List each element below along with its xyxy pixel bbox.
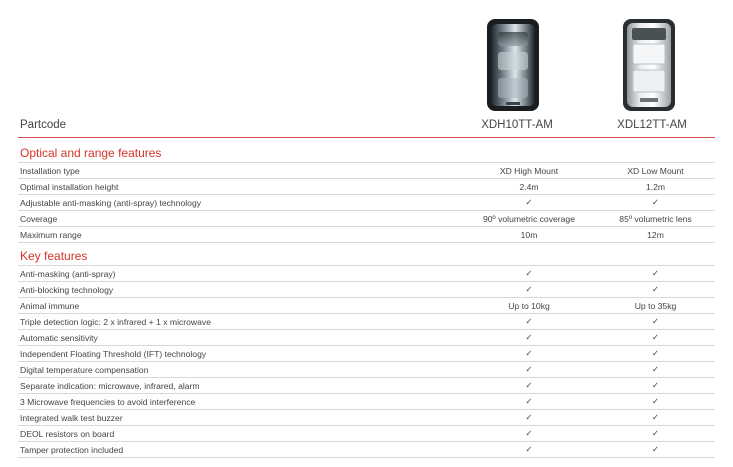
value-xdl12tt-am: ✓ bbox=[596, 442, 715, 458]
feature-name: Tamper protection included bbox=[18, 442, 462, 458]
value-xdl12tt-am: 12m bbox=[596, 227, 715, 243]
table-row bbox=[18, 211, 715, 227]
value-xdl12tt-am: ✓ bbox=[596, 426, 715, 442]
table-row bbox=[18, 410, 715, 426]
table-row bbox=[18, 195, 715, 211]
value-xdl12tt-am: ✓ bbox=[596, 362, 715, 378]
value-xdl12tt-am: ✓ bbox=[596, 346, 715, 362]
value-xdh10tt-am: 2.4m bbox=[462, 179, 596, 195]
feature-name: Independent Floating Threshold (IFT) technology bbox=[18, 346, 462, 362]
value-xdh10tt-am: XD High Mount bbox=[462, 163, 596, 179]
feature-name: 3 Microwave frequencies to avoid interference bbox=[18, 394, 462, 410]
table-row bbox=[18, 330, 715, 346]
value-xdl12tt-am: ✓ bbox=[596, 314, 715, 330]
feature-name: Optimal installation height bbox=[18, 179, 462, 195]
value-xdl12tt-am: 85º volumetric lens bbox=[596, 211, 715, 227]
table-row bbox=[18, 442, 715, 458]
partcode-header bbox=[18, 119, 715, 137]
value-xdh10tt-am: ✓ bbox=[462, 426, 596, 442]
optical-features-table bbox=[18, 162, 715, 243]
value-xdh10tt-am: ✓ bbox=[462, 362, 596, 378]
feature-name: Triple detection logic: 2 x infrared + 1 x microwave bbox=[18, 314, 462, 330]
section-title-key-features: Key features bbox=[20, 249, 88, 263]
value-xdh10tt-am: 90º volumetric coverage bbox=[462, 211, 596, 227]
value-xdl12tt-am: ✓ bbox=[596, 394, 715, 410]
value-xdh10tt-am: ✓ bbox=[462, 394, 596, 410]
header-divider bbox=[18, 137, 715, 138]
value-xdl12tt-am: ✓ bbox=[596, 378, 715, 394]
partcode-label: Partcode bbox=[20, 119, 67, 131]
feature-name: Coverage bbox=[18, 211, 462, 227]
table-row bbox=[18, 426, 715, 442]
value-xdl12tt-am: ✓ bbox=[596, 410, 715, 426]
value-xdh10tt-am: ✓ bbox=[462, 195, 596, 211]
feature-name: Anti-blocking technology bbox=[18, 282, 462, 298]
value-xdh10tt-am: ✓ bbox=[462, 266, 596, 282]
table-row bbox=[18, 179, 715, 195]
value-xdh10tt-am: ✓ bbox=[462, 346, 596, 362]
product-code-1: XDH10TT-AM bbox=[481, 119, 553, 131]
table-row bbox=[18, 163, 715, 179]
value-xdh10tt-am: 10m bbox=[462, 227, 596, 243]
value-xdl12tt-am: ✓ bbox=[596, 330, 715, 346]
value-xdh10tt-am: ✓ bbox=[462, 282, 596, 298]
table-row bbox=[18, 227, 715, 243]
value-xdl12tt-am: Up to 35kg bbox=[596, 298, 715, 314]
product-code-2: XDL12TT-AM bbox=[617, 119, 687, 131]
table-row bbox=[18, 378, 715, 394]
feature-name: Automatic sensitivity bbox=[18, 330, 462, 346]
feature-name: DEOL resistors on board bbox=[18, 426, 462, 442]
table-row bbox=[18, 298, 715, 314]
value-xdh10tt-am: ✓ bbox=[462, 410, 596, 426]
key-features-table bbox=[18, 265, 715, 458]
xdl12tt-am-detector-image bbox=[622, 18, 676, 112]
feature-name: Anti-masking (anti-spray) bbox=[18, 266, 462, 282]
feature-name: Digital temperature compensation bbox=[18, 362, 462, 378]
table-row bbox=[18, 362, 715, 378]
value-xdl12tt-am: 1.2m bbox=[596, 179, 715, 195]
feature-name: Installation type bbox=[18, 163, 462, 179]
value-xdl12tt-am: ✓ bbox=[596, 282, 715, 298]
feature-name: Adjustable anti-masking (anti-spray) technology bbox=[18, 195, 462, 211]
value-xdh10tt-am: Up to 10kg bbox=[462, 298, 596, 314]
value-xdh10tt-am: ✓ bbox=[462, 442, 596, 458]
value-xdl12tt-am: ✓ bbox=[596, 195, 715, 211]
value-xdl12tt-am: ✓ bbox=[596, 266, 715, 282]
feature-name: Animal immune bbox=[18, 298, 462, 314]
table-row bbox=[18, 394, 715, 410]
feature-name: Integrated walk test buzzer bbox=[18, 410, 462, 426]
table-row bbox=[18, 314, 715, 330]
section-title-optical: Optical and range features bbox=[20, 146, 162, 160]
feature-name: Separate indication: microwave, infrared, alarm bbox=[18, 378, 462, 394]
table-row bbox=[18, 266, 715, 282]
table-row bbox=[18, 282, 715, 298]
xdh10tt-am-detector-image bbox=[486, 18, 540, 112]
value-xdh10tt-am: ✓ bbox=[462, 330, 596, 346]
feature-name: Maximum range bbox=[18, 227, 462, 243]
value-xdl12tt-am: XD Low Mount bbox=[596, 163, 715, 179]
table-row bbox=[18, 346, 715, 362]
value-xdh10tt-am: ✓ bbox=[462, 314, 596, 330]
value-xdh10tt-am: ✓ bbox=[462, 378, 596, 394]
